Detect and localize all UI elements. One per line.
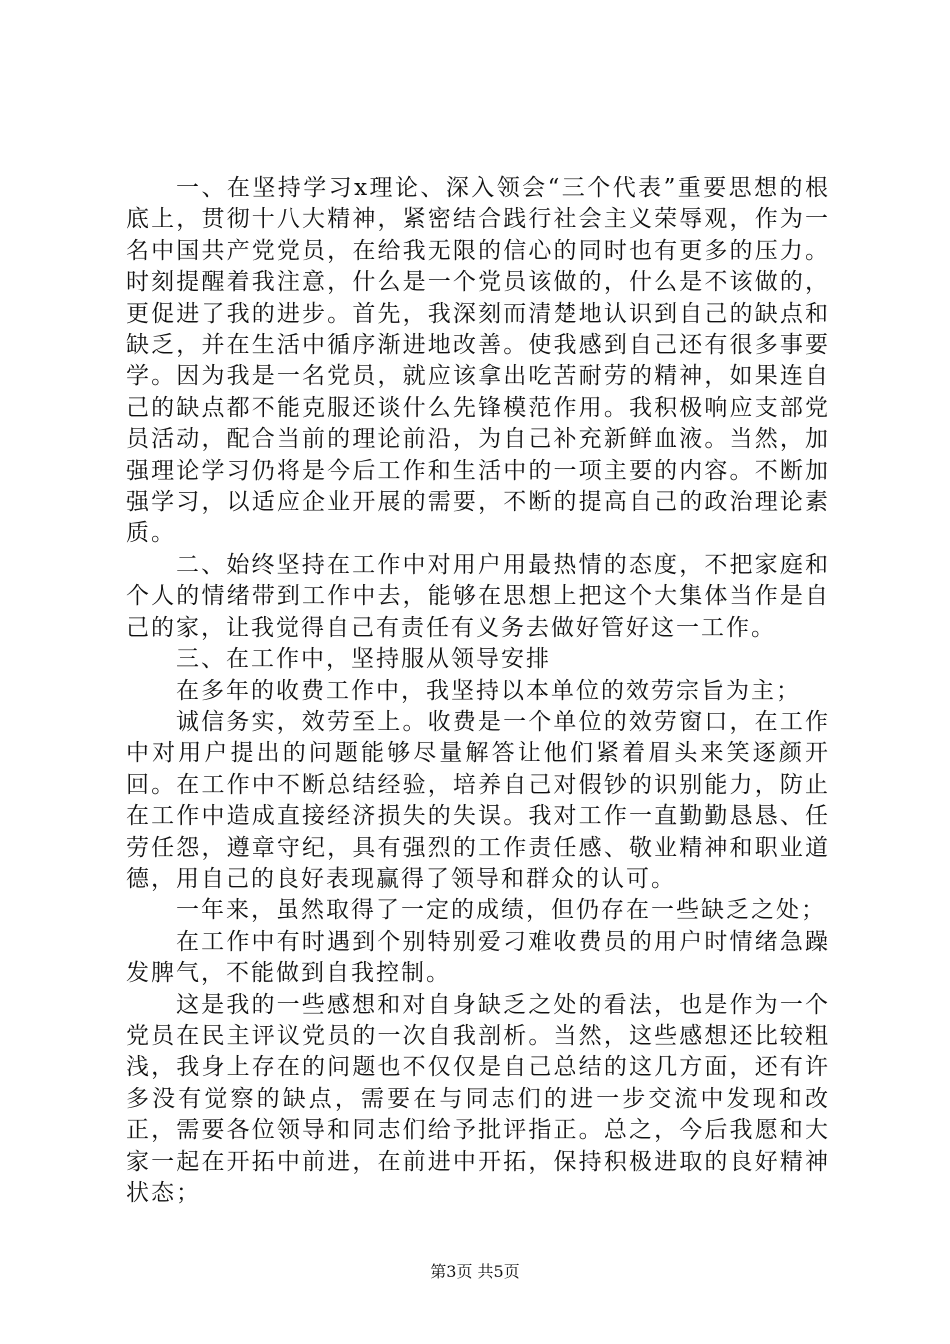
page-number-footer: 第3页 共5页: [430, 1262, 520, 1281]
paragraph-8: 这是我的一些感想和对自身缺乏之处的看法，也是作为一个党员在民主评议党员的一次自我剖析。当然，这些感想还比较粗浅，我身上存在的问题也不仅仅是自己总结的这几方面，还有许多没有觉察的缺点，需要在与同志们的进一步交流中发现和改正，需要各位领导和同志们给予批评指正。总之，今后我愿和大家一起在开拓中前进，在前进中开拓，保持积极进取的良好精神状态；: [126, 991, 830, 1206]
paragraph-3: 三、在工作中，坚持服从领导安排: [176, 646, 551, 673]
paragraph-1: 一、在坚持学习x理论、深入领会“三个代表”重要思想的根底上，贯彻十八大精神，紧密结合践行社会主义荣辱观，作为一名中国共产党党员，在给我无限的信心的同时也有更多的压力。时刻提醒着我注意，什么是一个党员该做的，什么是不该做的，更促进了我的进步。首先，我深刻而清楚地认识到自己的缺点和缺乏，并在生活中循序渐进地改善。使我感到自己还有很多事要学。因为我是一名党员，就应该拿出吃苦耐劳的精神，如果连自己的缺点都不能克服还谈什么先锋模范作用。我积极响应支部党员活动，配合当前的理论前沿，为自己补充新鲜血液。当然，加强理论学习仍将是今后工作和生活中的一项主要的内容。不断加强学习，以适应企业开展的需要，不断的提高自己的政治理论素质。: [126, 175, 830, 547]
paragraph-4: 在多年的收费工作中，我坚持以本单位的效劳宗旨为主；: [176, 677, 801, 704]
paragraph-2: 二、始终坚持在工作中对用户用最热情的态度，不把家庭和个人的情绪带到工作中去，能够在思想上把这个大集体当作是自己的家，让我觉得自己有责任有义务去做好管好这一工作。: [126, 551, 830, 641]
paragraph-6: 一年来，虽然取得了一定的成绩，但仍存在一些缺乏之处；: [176, 897, 826, 924]
document-body: [126, 173, 830, 1209]
paragraph-7: 在工作中有时遇到个别特别爱刁难收费员的用户时情绪急躁发脾气，不能做到自我控制。: [126, 928, 830, 987]
paragraph-5: 诚信务实，效劳至上。收费是一个单位的效劳窗口，在工作中对用户提出的问题能够尽量解答让他们紧着眉头来笑逐颜开回。在工作中不断总结经验，培养自己对假钞的识别能力，防止在工作中造成直接经济损失的失误。我对工作一直勤勤恳恳、任劳任怨，遵章守纪，具有强烈的工作责任感、敬业精神和职业道德，用自己的良好表现赢得了领导和群众的认可。: [126, 708, 830, 892]
